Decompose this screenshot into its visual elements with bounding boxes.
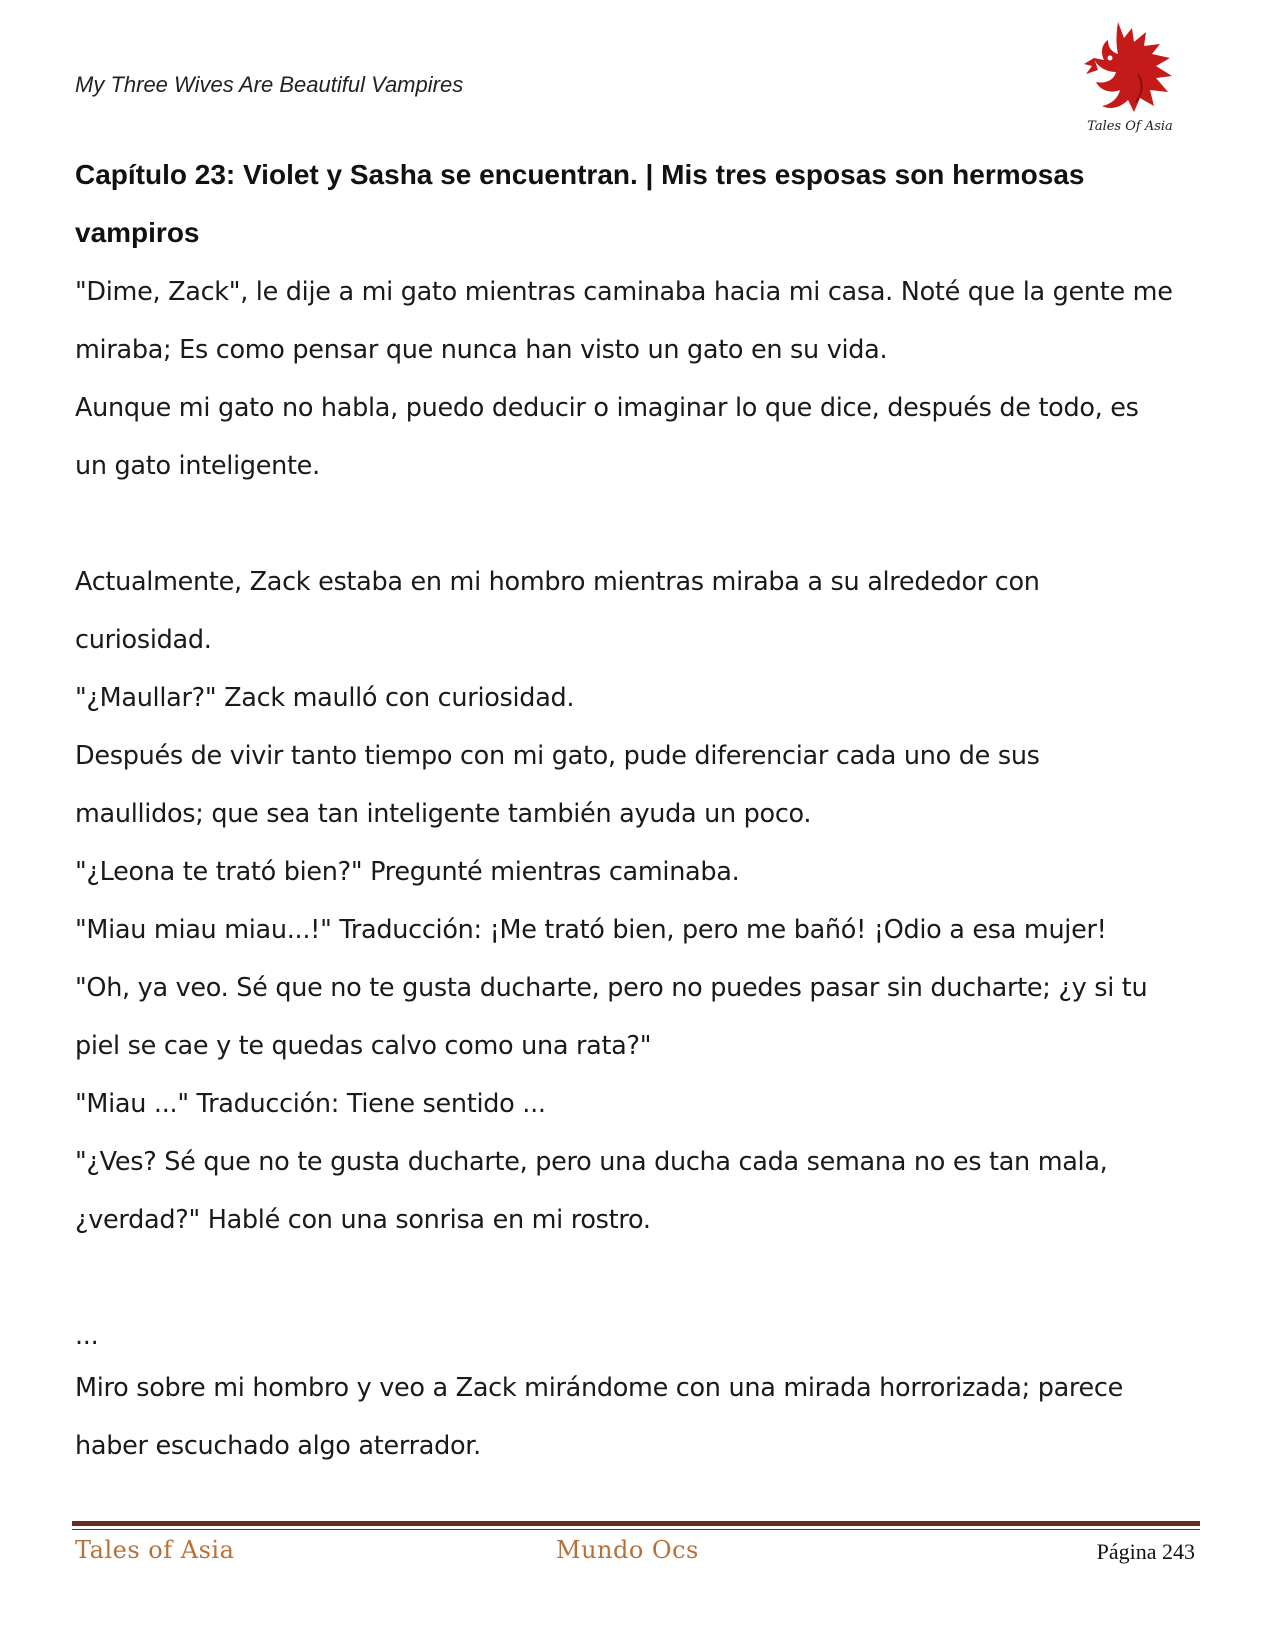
footer-brand-left: Tales of Asia [75,1536,235,1564]
red-dragon-icon [1080,14,1180,138]
footer-brand-center: Mundo Ocs [556,1536,699,1564]
body-line: curiosidad. [75,625,212,655]
body-line: "Miau miau miau...!" Traducción: ¡Me trató bien, pero me bañó! ¡Odio a esa mujer! [75,915,1107,945]
body-line: maullidos; que sea tan inteligente también ayuda un poco. [75,799,812,829]
body-line: piel se cae y te quedas calvo como una rata?" [75,1031,652,1061]
footer-rule-thin [72,1529,1200,1530]
page-number: Página 243 [1096,1539,1195,1564]
body-line: "¿Maullar?" Zack maulló con curiosidad. [75,683,575,713]
body-line: Aunque mi gato no habla, puedo deducir o imaginar lo que dice, después de todo, es [75,393,1139,423]
body-line: Miro sobre mi hombro y veo a Zack mirándome con una mirada horrorizada; parece [75,1373,1124,1403]
blank-line [75,1249,1205,1307]
body-line: haber escuchado algo aterrador. [75,1431,481,1461]
body-line: Actualmente, Zack estaba en mi hombro mientras miraba a su alrededor con [75,567,1040,597]
body-line: "Dime, Zack", le dije a mi gato mientras caminaba hacia mi casa. Noté que la gente me [75,277,1173,307]
body-line: "¿Ves? Sé que no te gusta ducharte, pero una ducha cada semana no es tan mala, [75,1147,1108,1177]
scene-break: ... [75,1321,99,1351]
footer-rule [72,1521,1200,1526]
body-line: "Oh, ya veo. Sé que no te gusta ducharte, pero no puedes pasar sin ducharte; ¿y si tu [75,973,1148,1003]
tales-of-asia-logo [1080,14,1180,138]
chapter-title [75,146,1195,262]
body-line: miraba; Es como pensar que nunca han visto un gato en su vida. [75,335,888,365]
svg-text:Tales Of Asia: Tales Of Asia [1087,119,1173,134]
body-line: Después de vivir tanto tiempo con mi gato, pude diferenciar cada uno de sus [75,741,1040,771]
body-line: "Miau ..." Traducción: Tiene sentido ... [75,1089,546,1119]
body-line: "¿Leona te trató bien?" Pregunté mientras caminaba. [75,857,740,887]
chapter-title-line-1: Capítulo 23: Violet y Sasha se encuentran. | Mis tres esposas son hermosas [75,159,1085,190]
chapter-body [75,263,1205,1475]
blank-line [75,495,1205,553]
body-line: un gato inteligente. [75,451,320,481]
book-title: My Three Wives Are Beautiful Vampires [75,72,464,97]
chapter-title-line-2: vampiros [75,217,200,248]
body-line: ¿verdad?" Hablé con una sonrisa en mi rostro. [75,1205,651,1235]
